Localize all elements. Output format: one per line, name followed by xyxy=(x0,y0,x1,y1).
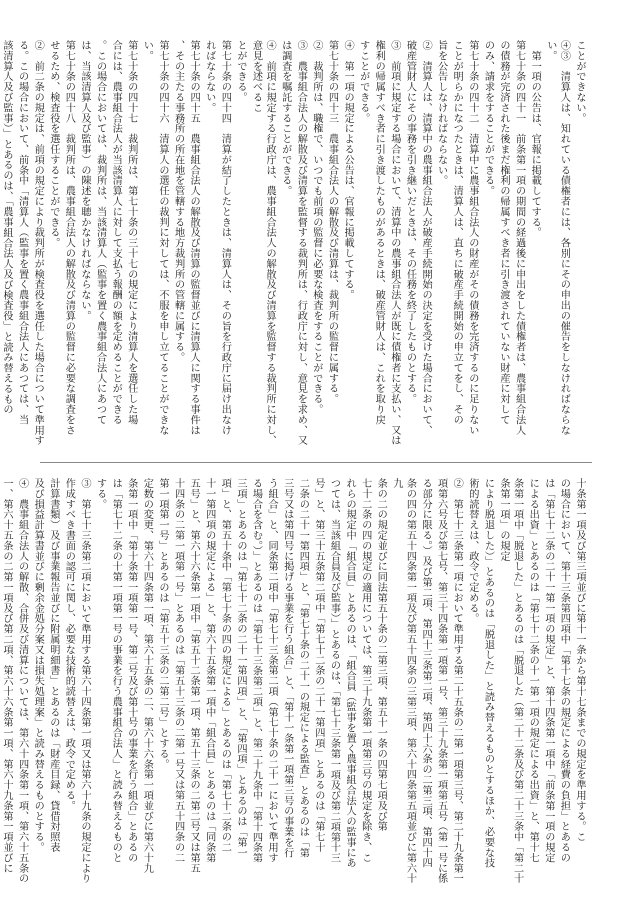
lower-text-section xyxy=(1,478,586,888)
text-column: ④ 農事組合法人の解散、合併及び清算については、第六十四条第一項、第六十五条の xyxy=(16,478,28,884)
text-column: は「第七十二条の十第一項第一号の事業を行う農事組合法人」と読み替えるものと xyxy=(110,478,122,863)
text-column: による出資」とあるのは「第七十二条の十一第一項の規定による出資」と、第十七 xyxy=(527,478,539,863)
text-column: は調査を嘱託することができる。 xyxy=(279,40,291,196)
text-column: 及び損益計算書並びに剰余金処分案又は損失処理案」と読み替えるものとする。 xyxy=(32,478,44,853)
text-column: 三項」とあるのは「第七十二条の二十一第四項」と、「第四項」とあるのは「第一 xyxy=(234,478,246,858)
text-column: ② 前二条の規定は、前項の規定により裁判所が検査役を選任した場合について準用す xyxy=(32,40,44,446)
text-column: とができる。 xyxy=(234,40,246,103)
text-column: ② 裁判所は、職権で、いつでも前項の監督に必要な検査をすることができる。 xyxy=(310,40,322,415)
text-column: 五号」と、第六十六条第一項中「第五十二条第一項、第五十三条の二第二号又は第五 xyxy=(188,478,200,874)
text-column: 七十二条の四の規定の適用については、第三十九条第一項第三号の規定を除き、こ xyxy=(359,478,371,863)
text-column: 条の二の規定並びに同法第五十条の二第三項、第五十一条の四第七項及び第 xyxy=(375,478,387,832)
section-divider xyxy=(40,462,592,463)
text-column: 作成すべき書面の認可に関し、必要な技術的読替えは、政令で定める。 xyxy=(63,478,75,811)
text-column: 号」と、第三十五条第二項中「第七十二条の二十一第四項」とあるのは「第七十 xyxy=(312,478,324,853)
text-column: ④ 前項に規定する行政庁は、農事組合法人の解散及び清算を監督する裁判所に対し、意見を述べるこ xyxy=(250,40,276,446)
text-column: の場合において、第十三条第四項中「第十七条の規定による経費の負担」とあるの xyxy=(558,478,570,863)
text-column: 定数の変更、第六十四条第一項、第六十五条の二、第六十六条第一項並びに第六十九 xyxy=(141,478,153,874)
text-column: る。この場合において、前条中「清算人（監事を置く農事組合法人にあつては、当 xyxy=(16,40,28,425)
text-column: 合には、農事組合法人が当該清算人に対して支払う報酬の額を定めることができる xyxy=(110,40,122,425)
text-column: 旨を公告しなければならない。 xyxy=(435,40,447,186)
text-column: ④③ 清算人は、知れている債権者には、各別にその申出の催告をしなければならない。 xyxy=(544,40,570,436)
text-column: 第七十条の四十三 農事組合法人の解散及び清算は、裁判所の監督に属する。 xyxy=(326,40,338,404)
text-column: 破産管財人にその事務を引き継いだときは、その任務を終了したものとする。 xyxy=(404,40,416,404)
text-column: る場合を含む。）」とあるのは「第七十三条第二項」と、第二十九条中「第十四条第 xyxy=(250,478,262,863)
text-column: 三号又は第四号に掲げる事業を行う組合」と、「第十一条第一項第三号の事業を行 xyxy=(281,478,293,858)
text-column: せるため、検査役を選任することができる。 xyxy=(47,40,59,248)
text-column: 十条第一項及び第三項並びに第十一条から第十七条までの規定を準用する。こ xyxy=(574,478,585,842)
text-column: 術的読替えは、政令で定める。 xyxy=(466,478,478,624)
text-column: する。 xyxy=(94,478,106,510)
text-column: れらの規定中「組合員」とあるのは、「組合員（監事を置く農事組合法人の監事にあ xyxy=(344,478,356,869)
text-column: 計算書類）及び事業報告並びに附属明細書」とあるのは「財産目録、貸借対照表 xyxy=(47,478,59,853)
text-column: 第七十条の四十二 清算中に農事組合法人の財産がその債務を完済するのに足りない xyxy=(466,40,478,436)
text-column: の債務が完済された後まだ権利の帰属すべき者に引き渡されていない財産に対して xyxy=(498,40,510,425)
text-column: ればならない。 xyxy=(203,40,215,113)
text-column: 項第六号及び第七号、第三十四条第一項第一号、第三十九条第一項第五号（第一号に係 xyxy=(435,478,447,884)
text-column: 第一項第一号」とあるのは「第五十三条の二第二号」とする。 xyxy=(156,478,168,770)
text-column: 第一項の公告は、官報に掲載してする。 xyxy=(529,40,541,238)
text-column: 第七十条の四十一 前条第一項の期間の経過後に申出をした債権者は、農事組合法人 xyxy=(513,40,525,436)
text-column: ② 第七十三条第一項において準用する第二十五条の二第一項第三号、第二十九条第一 xyxy=(451,478,463,884)
text-column: 十一第四項の規定による」と、第六十五条第一項中「組合員」とあるのは「同条第 xyxy=(203,478,215,863)
text-column: ③ 第七十三条第二項において準用する第六十四条第一項又は第六十九条の規定により xyxy=(79,478,90,884)
text-column: 第七十条の四十七 裁判所は、第七十条の三十七の規定により清算人を選任した場 xyxy=(125,40,137,425)
text-column: ④ 第一項の規定による公告は、官報に掲載してする。 xyxy=(342,40,354,300)
text-column: 二条の二十一第四項」と、「第七十条の二十一の規定による監査」とあるのは「第 xyxy=(297,478,309,858)
text-column: う組合」と、同条第二項中「第七十三条第二項（第七十条の二十一において準用す xyxy=(266,478,278,863)
text-column: 一、第六十五条の二第一項及び第二項、第六十六条第一項、第六十九条第一項並びに xyxy=(1,478,13,874)
text-column: 条第一項中「脱退した」とあるのは「脱退した（第二十二条及び第二十三条中「第二十条第一項」の規定 xyxy=(498,478,523,884)
text-column: 十四条の二第一項第一号」とあるのは「第五十三条の二第一号又は第五十四条の二 xyxy=(172,478,184,863)
text-column: ② 清算人は、清算中の農事組合法人が破産手続開始の決定を受けた場合において、 xyxy=(420,40,432,436)
text-column: は「第七十二条の二十一第一項の規定」と、第十四条第一項中「前条第一項の規定 xyxy=(542,478,554,863)
text-column: ことが明らかになつたときは、清算人は、直ちに破産手続開始の申立てをし、その xyxy=(451,40,463,425)
text-column: のみ、請求をすることができる。 xyxy=(482,40,494,196)
text-column: ことができない。 xyxy=(574,40,585,124)
text-column: 第七十条の四十四 清算が結了したときは、清算人は、その旨を行政庁に届け出なけ xyxy=(219,40,231,436)
text-column: 第七十条の四十五 農事組合法人の解散及び清算の監督並びに清算人に関する事件は xyxy=(188,40,200,436)
text-column: 条第一項中「第十条第一項第一号、第二号及び第十号の事業を行う組合」とあるの xyxy=(125,478,137,863)
text-column: 、その主たる事務所の所在地を管轄する地方裁判所の管轄に属する。 xyxy=(172,40,184,363)
upper-text-section xyxy=(1,40,586,450)
text-column: る部分に限る。）及び第二項、第四十三条第二項、第四十六条の二第三項、第四十四 xyxy=(420,478,432,869)
text-column: により脱退した）」とあるのは「脱退した」と読み替えるものとするほか、必要な技 xyxy=(482,478,494,869)
text-column: い。 xyxy=(141,40,153,61)
text-column: 権利の帰属すべき者に引き渡したものがあるときは、破産管財人は、これを取り戻 xyxy=(373,40,385,425)
text-column: 第七十条の四十八 裁判所は、農事組合法人の解散及び清算の監督に必要な調査をさ xyxy=(63,40,75,436)
text-column: ③ 農事組合法人の解散及び清算を監督する裁判所は、行政庁に対し、意見を求め、又 xyxy=(295,40,307,446)
text-column: ③ 前項に規定する場合において、清算中の農事組合法人が既に債権者に支払い、又は xyxy=(388,40,400,446)
text-column: 。この場合においては、裁判所は、当該清算人（監事を置く農事組合法人にあつて xyxy=(94,40,106,425)
text-column: 項」と、第五十条中「第七十条の四の規定による」とあるのは「第七十二条の二 xyxy=(219,478,231,853)
text-column: は、当該清算人及び監事）の陳述を聴かなければならない。 xyxy=(79,40,90,321)
text-column: 該清算人及び監事）」とあるのは、「農事組合法人及び検査役」と読み替えるもの xyxy=(1,40,13,415)
text-column: 条の四の第五十四条第一項及び第五十四条の三第三項、第六十四条第五項並びに第六十九 xyxy=(390,478,416,884)
text-column: 第七十条の四十六 清算人の選任の裁判に対しては、不服を申し立てることができな xyxy=(156,40,168,436)
text-column: つては、当該組合員及び監事）」とあるのは、「第七十三条第一項及び第二項第十三 xyxy=(328,478,340,863)
text-column: すことができる。 xyxy=(357,40,369,124)
